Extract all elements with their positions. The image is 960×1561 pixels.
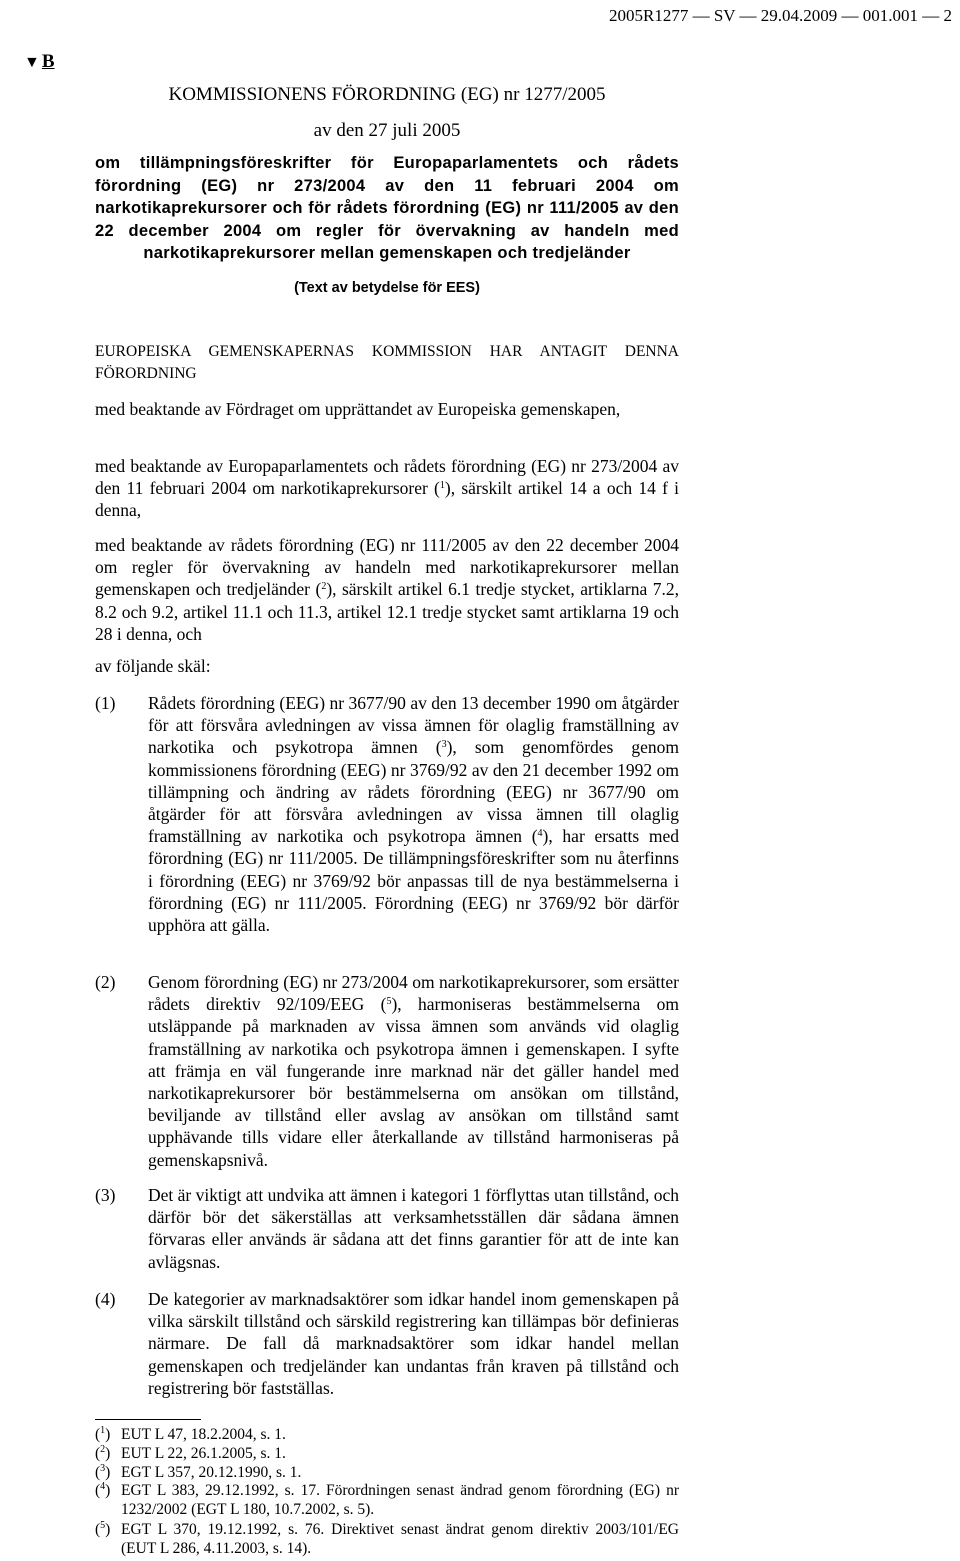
enacting-preamble: EUROPEISKA GEMENSKAPERNAS KOMMISSION HAR ANTAGIT DENNA FÖRORDNING	[95, 343, 679, 382]
footnote-divider	[95, 1419, 201, 1420]
footnote-text: EUT L 47, 18.2.2004, s. 1.	[121, 1426, 286, 1443]
recital-number: (4)	[95, 1289, 116, 1309]
citation-2-text-cont: ), särskilt artikel 14 a och 14 f i denna,	[95, 478, 679, 521]
footnote-ref: 5	[386, 996, 392, 1008]
running-header: 2005R1277 — SV — 29.04.2009 — 001.001 — 2	[608, 6, 952, 25]
citation-3-text-cont: ), särskilt artikel 6.1 tredje stycket, artiklarna 7.2, 8.2 och 9.2, artikel 11.1 och 11.3, artikel 12.1 tredje stycket samt artiklarna 19 och 28 i denna, och	[95, 579, 679, 644]
footnote-ref: 2	[321, 581, 327, 593]
footnote-ref: 4	[537, 828, 543, 840]
amendment-marker	[24, 51, 55, 73]
footnote-text: EGT L 383, 29.12.1992, s. 17. Förordningen senast ändrad genom förordning (EG) nr 1232/2002 (EGT L 180, 10.7.2002, s. 5).	[121, 1482, 679, 1518]
recital-text: ), som genomfördes genom kommissionens förordning (EEG) nr 3769/92 av den 21 december 1992 om tillämpning och ändring av rådets förordning (EEG) nr 3677/90 om åtgärder för att försvåra avledningen av vissa ämnen till olaglig framställning av narkotika och psykotropa ämnen (	[148, 737, 679, 847]
recital-number: (3)	[95, 1185, 116, 1205]
citation-3-text: med beaktande av rådets förordning (EG) nr 111/2005 av den 22 december 2004 om regler för övervakning av handeln med narkotikaprekursorer mellan gemenskapen och tredjeländer (	[95, 535, 679, 600]
recital-text: Rådets förordning (EEG) nr 3677/90 av den 13 december 1990 om åtgärder för att försvåra avledningen av vissa ämnen för olaglig framställning av narkotika och psykotropa ämnen (	[148, 693, 679, 758]
recital-number: (2)	[95, 972, 116, 992]
footnote-2	[95, 1445, 679, 1464]
recital-text: ), harmoniseras bestämmelserna om utsläppande på marknaden av vissa ämnen som används vid olaglig framställning av narkotika och psykotropa ämnen i gemenskapen. I syfte att främja en väl fungerande inre marknad när det gäller handel med narkotikaprekursorer bör bestämmelserna om ansökan om tillstånd, beviljande av tillstånd eller avslag av ansökan om tillstånd samt upphävande tills vidare eller återkallande av tillstånd harmoniseras på gemenskapsnivå.	[148, 994, 679, 1170]
recital-2	[95, 971, 679, 1171]
recital-4	[95, 1288, 679, 1399]
footnote-number: ($^3$)	[95, 1463, 111, 1481]
footnote-ref: 1	[439, 480, 445, 492]
footnote-4	[95, 1482, 679, 1519]
amendment-marker-label: B	[41, 51, 55, 72]
footnote-5	[95, 1521, 679, 1558]
regulation-subject: om tillämpningsföreskrifter för Europaparlamentets och rådets förordning (EG) nr 273/2004 av den 11 februari 2004 om narkotikaprekursorer och för rådets förordning (EG) nr 111/2005 av den 22 december 2004 om regler för övervakning av handeln med narkotikaprekursorer mellan gemenskapen och tredjeländer	[95, 154, 679, 263]
eea-relevance-note: (Text av betydelse för EES)	[294, 280, 480, 296]
footnote-number: ($^2$)	[95, 1444, 111, 1462]
footnote-3	[95, 1464, 679, 1483]
recital-text: De kategorier av marknadsaktörer som idkar handel inom gemenskapen på vilka särskilt tillstånd och särskild registrering kan tillämpas bör definieras närmare. De fall då marknadsaktörer som idkar handel mellan gemenskapen och tredjeländer kan undantas från kraven på tillstånd och registrering bör fastställas.	[148, 1289, 679, 1398]
footnote-number: ($^4$)	[95, 1481, 111, 1499]
regulation-date: av den 27 juli 2005	[313, 120, 461, 141]
citation-2-text: med beaktande av Europaparlamentets och rådets förordning (EG) nr 273/2004 av den 11 februari 2004 om narkotikaprekursorer (	[95, 456, 679, 499]
recital-text: Genom förordning (EG) nr 273/2004 om narkotikaprekursorer, som ersätter rådets direktiv 92/109/EEG (	[148, 972, 679, 1015]
citation-1: med beaktande av Fördraget om upprättandet av Europeiska gemenskapen,	[95, 399, 621, 419]
footnote-text: EUT L 22, 26.1.2005, s. 1.	[121, 1445, 286, 1462]
footnote-text: EGT L 357, 20.12.1990, s. 1.	[121, 1464, 302, 1481]
footnote-text: EGT L 370, 19.12.1992, s. 76. Direktivet senast ändrat genom direktiv 2003/101/EG (EUT L 286, 4.11.2003, s. 14).	[121, 1521, 679, 1557]
recital-1	[95, 692, 679, 936]
footnote-number: ($^5$)	[95, 1520, 111, 1538]
triangle-down-icon: ▼	[24, 54, 40, 71]
recital-3	[95, 1184, 679, 1273]
footnote-1	[95, 1426, 679, 1445]
footnote-ref: 3	[441, 739, 447, 751]
citation-3	[95, 534, 679, 645]
regulation-title: KOMMISSIONENS FÖRORDNING (EG) nr 1277/2005	[168, 84, 606, 105]
recital-number: (1)	[95, 693, 116, 713]
footnote-number: ($^1$)	[95, 1425, 111, 1443]
recital-text: Det är viktigt att undvika att ämnen i kategori 1 förflyttas utan tillstånd, och därför bör det säkerställas att verksamhetsställen där sådana ämnen förvaras eller används är sådana att det finns garantier för att de inte kan avlägsnas.	[148, 1185, 679, 1272]
whereas-intro: av följande skäl:	[95, 656, 211, 676]
citation-2	[95, 455, 679, 522]
recital-text: ), har ersatts med förordning (EG) nr 111/2005. De tillämpningsföreskrifter som nu återfinns i förordning (EEG) nr 3769/92 bör anpassas till de nya bestämmelserna i förordning (EG) nr 111/2005. Förordning (EEG) nr 3769/92 bör därför upphöra att gälla.	[148, 826, 679, 936]
